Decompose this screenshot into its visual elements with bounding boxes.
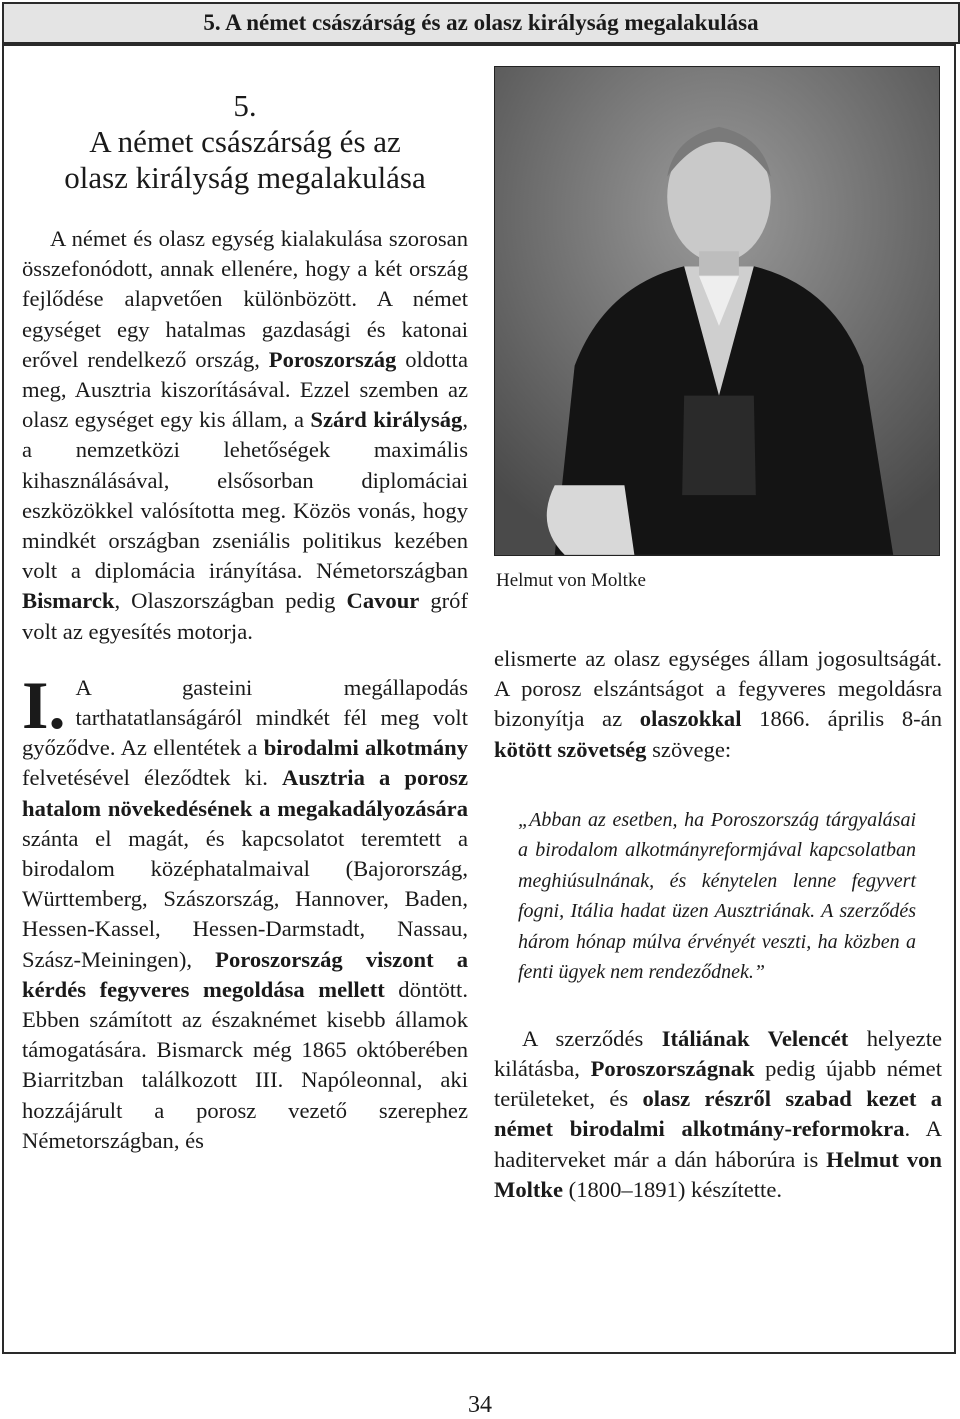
chapter-title-line2: olasz királyság megalakulása	[64, 160, 426, 195]
chapter-title	[22, 88, 468, 196]
right-bold: olasz részről szabad kezet a német birodalmi alkotmány-reformokra	[494, 1086, 942, 1142]
right-bold: olaszokkal	[639, 706, 742, 732]
section-one-paragraph	[22, 666, 468, 1156]
moltke-portrait	[494, 66, 940, 556]
intro-bold: Poroszország	[268, 346, 397, 372]
right-bold: Poroszországnak	[590, 1056, 755, 1082]
right-text: . A haditerveket már a dán háborúra is	[494, 1116, 942, 1172]
right-bold: Helmut von Moltke	[494, 1146, 942, 1202]
section-bold: birodalmi alkotmány	[263, 735, 468, 761]
right-text: helyezte kilátásba,	[494, 1025, 942, 1082]
right-bold: kötött szövetség	[494, 736, 647, 762]
right-paragraph	[494, 644, 942, 765]
right-text: 1866. április 8-án	[741, 706, 942, 732]
page-number: 34	[468, 1392, 492, 1418]
intro-bold: Bismarck	[22, 588, 115, 614]
section-text: felvetésével éleződtek ki.	[22, 765, 283, 791]
intro-text: A német és olasz egység kialakulása szorosan összefonódott, annak ellenére, hogy a két ország fejlődése alapvetően különbözött. A német egységet egy hatalmas gazdasági és katonai erővel rendelkező ország,	[22, 226, 468, 372]
intro-text: oldotta meg, Ausztria kiszorításával. Ezzel szemben az olasz egységet egy kis állam, a	[22, 346, 468, 433]
section-text: szánta el magát, és kapcsolatot teremtett a birodalom középhatalmaival (Bajorország, Württemberg, Szászország, Hannover, Baden, Hessen-Kassel, Hessen-Darmstadt, Nassau, Szász-Meiningen),	[22, 825, 468, 972]
right-paragraph-2	[494, 1024, 942, 1205]
section-bold: Poroszország viszont a kérdés fegyveres megoldása mellett	[22, 946, 468, 1002]
intro-bold: Szárd királyság	[310, 407, 463, 433]
right-bold: Itáliának Velencét	[661, 1025, 849, 1051]
treaty-quote: „Abban az esetben, ha Poroszország tárgyalásai a birodalom alkotmányreformjával kapcsolatban meghiúsulnának, és kénytelen lenne fegyvert fogni, Itália hadat üzen Ausztriának. A szerződés három hónap múlva érvényét veszti, ha közben a fenti ügyek nem rendeződnek.”	[518, 808, 916, 984]
running-header	[2, 2, 960, 44]
right-text: pedig újabb német területeket, és	[494, 1056, 942, 1112]
section-text: A gasteini megállapodás tarthatatlanságáról mindkét fél meg volt győződve. Az ellentétek a	[22, 674, 468, 761]
intro-bold: Cavour	[346, 588, 420, 614]
portrait-caption: Helmut von Moltke	[496, 570, 646, 591]
intro-text: gróf volt az egyesítés motorja.	[22, 588, 468, 644]
chapter-number: 5.	[233, 88, 257, 123]
right-text: (1800–1891) készítette.	[563, 1176, 783, 1202]
right-text: A szerződés	[522, 1025, 662, 1051]
intro-paragraph	[22, 224, 468, 647]
chapter-title-line1: A német császárság és az	[89, 124, 401, 159]
left-column	[22, 88, 468, 1156]
right-column	[494, 66, 942, 1205]
section-text: döntött. Ebben számított az északnémet kisebb államok támogatására. Bismarck még 1865 októberében Biarritzban találkozott III. Napóleonnal, aki hozzájárult a porosz vezető szerephez Németországban, és	[22, 976, 468, 1153]
section-marker: I.	[22, 666, 66, 743]
right-text: elismerte az olasz egységes állam jogosultságát. A porosz elszántságot a fegyveres megoldásra bizonyítja az	[494, 646, 942, 732]
intro-text: , a nemzetközi lehetőségek maximális kihasználásával, elsősorban diplomáciai eszközökkel valósította meg. Közös vonás, hogy mindkét országban zseniális politikus kezében volt a diplomácia irányítása. Németországban	[22, 407, 468, 584]
intro-text: , Olaszországban pedig	[114, 588, 347, 614]
running-title: 5. A német császárság és az olasz királyság megalakulása	[203, 10, 759, 35]
right-text: szövege:	[646, 736, 732, 762]
section-bold: Ausztria a porosz hatalom növekedésének a megakadályozására	[22, 765, 468, 821]
